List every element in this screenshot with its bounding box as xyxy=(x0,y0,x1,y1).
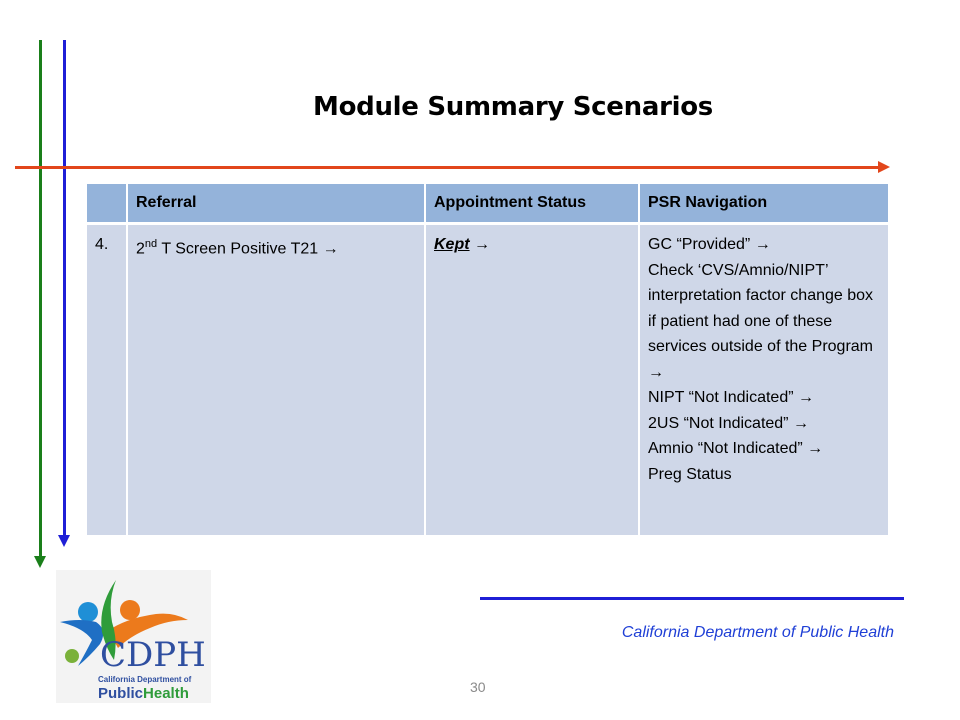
header-referral: Referral xyxy=(127,184,425,224)
psr-step-nipt: NIPT “Not Indicated” → xyxy=(648,389,814,406)
psr-step-check-box: Check ‘CVS/Amnio/NIPT’ interpretation factor change box if patient had one of these services outside of the Program → xyxy=(648,261,874,381)
appointment-status-cell xyxy=(425,224,639,535)
psr-step-gc: GC “Provided” → xyxy=(648,236,771,253)
logo-orange-head xyxy=(120,600,140,620)
psr-navigation-cell xyxy=(639,224,888,535)
page-number: 30 xyxy=(470,679,486,695)
red-horizontal-line xyxy=(15,166,879,169)
footer-divider xyxy=(480,597,904,600)
header-number xyxy=(87,184,127,224)
table-row xyxy=(87,224,888,535)
green-arrow-head xyxy=(34,556,46,568)
cdph-logo xyxy=(56,570,211,703)
psr-step-amnio: Amnio “Not Indicated” → xyxy=(648,440,824,457)
logo-tagline: California Department of xyxy=(98,675,192,684)
table-header-row xyxy=(87,184,888,224)
logo-public: Public xyxy=(98,685,144,702)
footer-organization: California Department of Public Health xyxy=(621,624,894,641)
referral-superscript: nd xyxy=(144,238,158,250)
red-arrow-head xyxy=(878,161,890,173)
slide-title: Module Summary Scenarios xyxy=(313,92,713,122)
logo-green-head xyxy=(65,649,79,663)
blue-arrow-head xyxy=(58,535,70,547)
appointment-arrow: → xyxy=(469,236,491,253)
logo-blue-head xyxy=(78,602,98,622)
psr-step-2us: 2US “Not Indicated” → xyxy=(648,414,809,432)
header-psr-navigation: PSR Navigation xyxy=(639,184,888,224)
row-number: 4. xyxy=(87,224,127,535)
appointment-status-value: Kept xyxy=(434,236,470,253)
referral-cell xyxy=(127,224,425,535)
scenario-table xyxy=(87,184,888,535)
logo-letters: CDPH xyxy=(100,635,206,675)
psr-step-preg-status: Preg Status xyxy=(648,465,732,483)
logo-health: Health xyxy=(143,685,189,702)
header-appointment-status: Appointment Status xyxy=(425,184,639,224)
referral-suffix: T Screen Positive T21 → xyxy=(157,240,339,258)
referral-prefix: 2 xyxy=(136,240,145,258)
logo-publichealth xyxy=(98,685,189,702)
